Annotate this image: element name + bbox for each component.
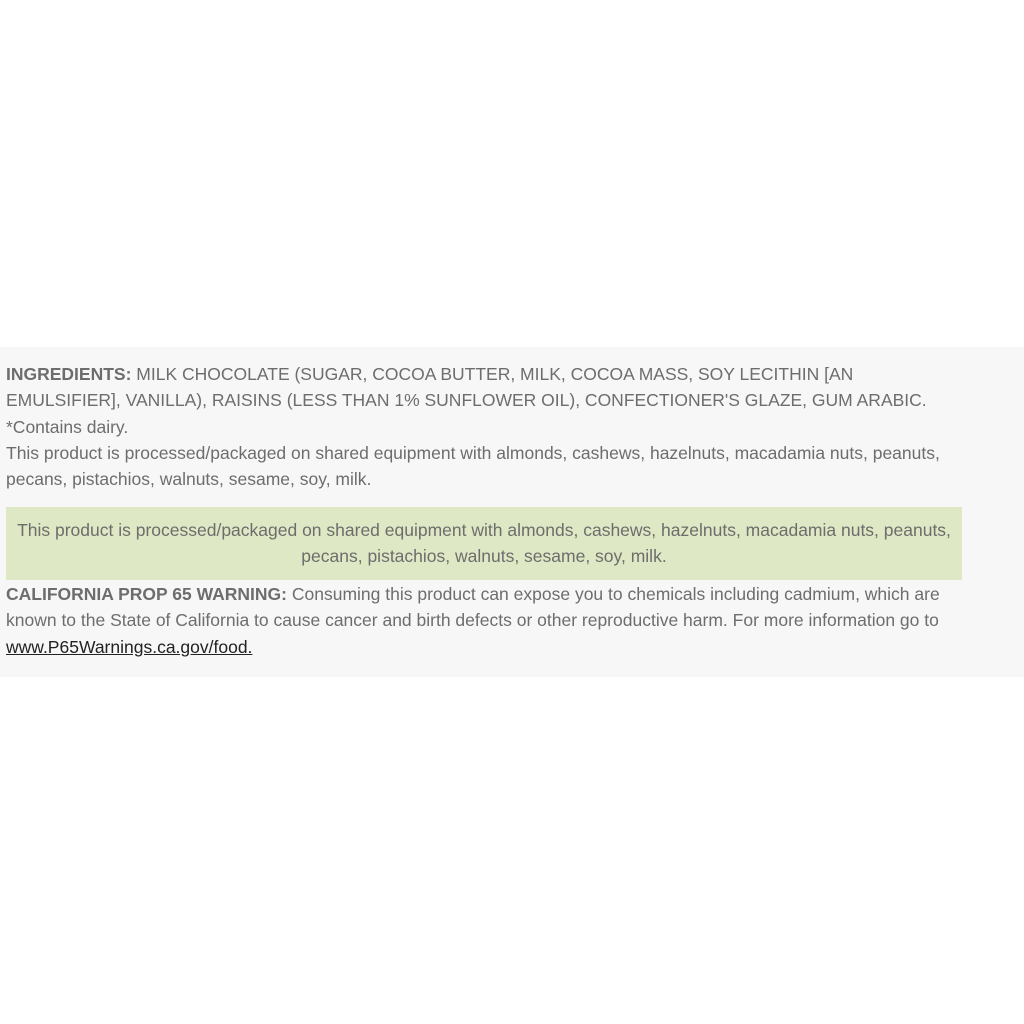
warning-text: Consuming this product can expose you to chemicals including cadmium, which are known to the State of California to cause cancer and birth defects or other reproductive harm. For more information go to xyxy=(6,584,940,631)
ingredients-label: INGREDIENTS: xyxy=(6,364,132,384)
allergen-note: *Contains dairy. xyxy=(6,416,129,437)
allergen-highlight-box xyxy=(6,507,962,580)
warning-label: CALIFORNIA PROP 65 WARNING: xyxy=(6,584,287,604)
highlight-text: This product is processed/packaged on shared equipment with almonds, cashews, hazelnuts, macadamia nuts, peanuts, pecans, pistachios, walnuts, sesame, soy, milk. xyxy=(17,520,951,567)
ingredients-text: MILK CHOCOLATE (SUGAR, COCOA BUTTER, MILK, COCOA MASS, SOY LECITHIN [AN EMULSIFIER], VANILLA), RAISINS (LESS THAN 1% SUNFLOWER OIL), CONFECTIONER'S GLAZE, GUM ARABIC. xyxy=(6,364,927,411)
equipment-note: This product is processed/packaged on shared equipment with almonds, cashews, hazelnuts, macadamia nuts, peanuts, pecans, pistachios, walnuts, sesame, soy, milk. xyxy=(6,442,940,490)
ingredients-section xyxy=(6,361,964,492)
p65-warnings-link[interactable]: www.P65Warnings.ca.gov/food. xyxy=(6,636,253,657)
ingredients-paragraph xyxy=(6,361,964,414)
prop65-warning xyxy=(6,581,966,660)
